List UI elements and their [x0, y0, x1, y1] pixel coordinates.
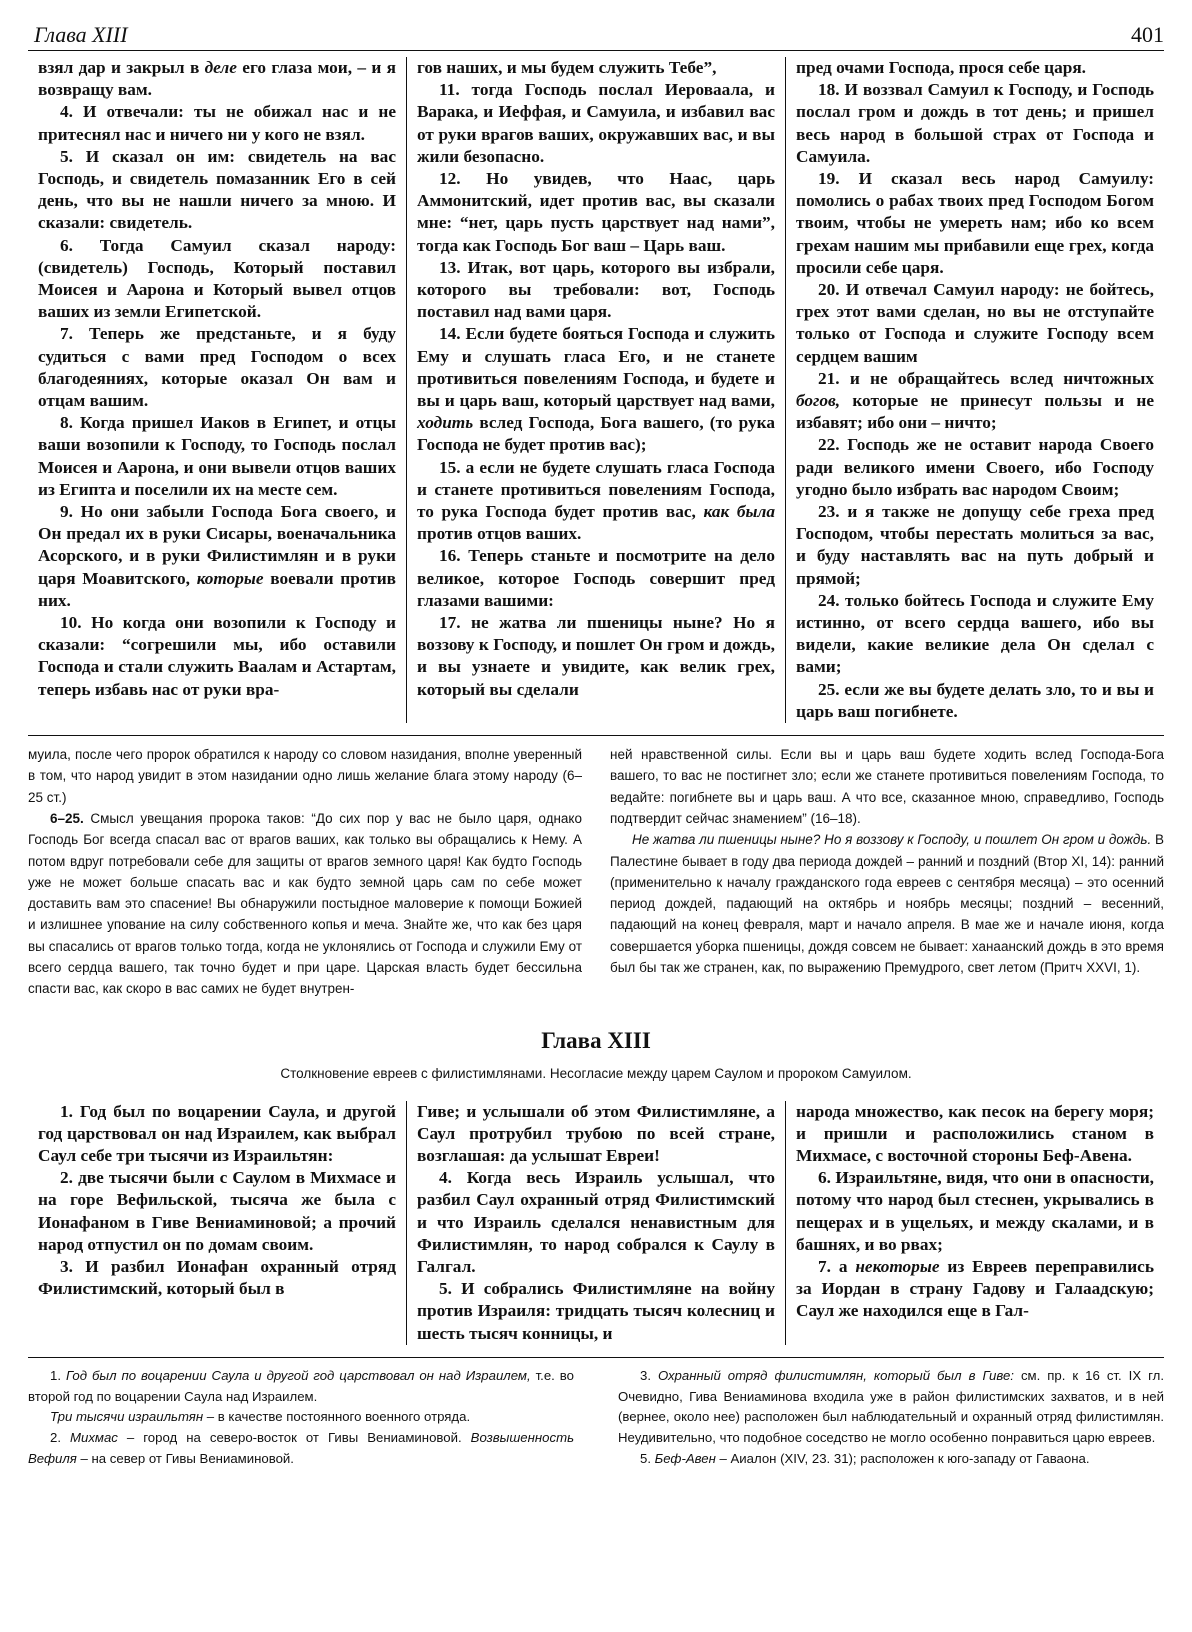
scripture-column-1	[28, 57, 406, 723]
commentary-paragraph: 6–25. Смысл увещания пророка таков: “До сих пор у вас не было царя, однако Господь Бог всегда спасал вас от врагов ваших, как только вы обращались к Нему. А потом вдруг потребовали себе для защиты от врагов земного царя! Как будто Господь уже не может больше спасать вас и как будто земной царь сам по себе может доставить вам это спасение! Вы обнаружили постыдное маловерие к помощи Божией и излишнее упование на силу собственного копья и меча. Знайте же, что как без царя вы спасались от врагов только тогда, когда не уклонялись от Господа и служили Ему от всего сердца вашего, так точно будет и при царе. Царская власть будет бессильна спасти вас, как скоро в вас самих не будет внутрен-	[28, 810, 582, 997]
verse-1: 1. Год был по воцарении Саула, и другой год царствовал он над Израилем, как выбрал Саул себе три тысячи из Израильтян:	[38, 1101, 396, 1166]
verse-paragraph: народа множество, как песок на берегу моря; и пришли и расположились станом в Михмасе, с восточной стороны Беф-Авена.	[796, 1101, 1154, 1166]
footnotes-column-2	[596, 1366, 1164, 1470]
verse-3: 3. И разбил Ионафан охранный отряд Филистимский, который был в	[38, 1257, 396, 1299]
verse-2: 2. две тысячи были с Саулом в Михмасе и на горе Вефильской, тысяча же была с Ионафаном в Гиве Вениаминовой; а прочий народ отпустил он по домам своим.	[38, 1168, 396, 1254]
footnote: 5. Беф-Авен – Аиалон (XIV, 23. 31); расположен к юго-западу от Гаваона.	[640, 1450, 1090, 1466]
verse-13: 13. Итак, вот царь, которого вы избрали, которого вы требовали: вот, Господь поставил над вами царя.	[417, 257, 775, 322]
verse-paragraph: пред очами Господа, прося себе царя.	[796, 58, 1086, 77]
verse-22: 22. Господь же не оставит народа Своего ради великого имени Своего, ибо Господу угодно было избрать вас народом Своим;	[796, 435, 1154, 499]
verse-6: 6. Тогда Самуил сказал народу: (свидетель) Господь, Который поставил Моисея и Аарона и Который вывел отцов ваших из земли Египетской.	[38, 235, 396, 322]
footnotes-block	[28, 1366, 1164, 1470]
verse-5: 5. И сказал он им: свидетель на вас Господь, и свидетель помазанник Его в сей день, что вы не нашли ничего за мною. И сказали: свидетель.	[38, 146, 396, 233]
scripture-column-2	[406, 1101, 785, 1345]
commentary-column-1	[28, 744, 596, 1000]
scripture-block-bottom	[28, 1101, 1164, 1345]
footnote: 2. Михмас – город на северо-восток от Гивы Вениаминовой. Возвышенность Вефиля – на север от Гивы Вениаминовой.	[28, 1430, 574, 1466]
book-page	[28, 22, 1164, 1469]
verse-18: 18. И воззвал Самуил к Господу, и Господь послал гром и дождь в тот день; и пришел весь народ в большой страх от Господа и Самуила.	[796, 80, 1154, 166]
commentary-paragraph: муила, после чего пророк обратился к народу со словом назидания, вполне уверенный в том, что народ увидит в этом назидании одно лишь желание блага этому народу (6–25 ст.)	[28, 747, 582, 805]
verse-21: 21. и не обращайтесь вслед ничтожных богов, которые не принесут пользы и не избавят; ибо они – ничто;	[796, 368, 1154, 433]
scripture-column-1	[28, 1101, 406, 1345]
verse-12: 12. Но увидев, что Наас, царь Аммонитский, идет против вас, вы сказали мне: “нет, царь пусть царствует над нами”, тогда как Господь Бог ваш – Царь ваш.	[417, 169, 775, 255]
verse-19: 19. И сказал весь народ Самуилу: помолись о рабах твоих пред Господом Богом твоим, чтобы не умереть нам; ибо ко всем грехам нашим мы прибавили еще грех, когда просили себе царя.	[796, 169, 1154, 277]
verse-9: 9. Но они забыли Господа Бога своего, и Он предал их в руки Сисары, военачальника Асорского, и в руки Филистимлян и в руки царя Моавитского, которые воевали против них.	[38, 502, 396, 610]
scripture-column-2	[406, 57, 785, 723]
verse-8: 8. Когда пришел Иаков в Египет, и отцы ваши возопили к Господу, то Господь послал Моисея и Аарона, и они вывели отцов ваших из Египта и поселили их на месте сем.	[38, 413, 396, 499]
verse-10: 10. Но когда они возопили к Господу и сказали: “согрешили мы, ибо оставили Господа и стали служить Ваалам и Астартам, теперь избавь нас от руки вра-	[38, 613, 396, 699]
chapter-summary: Столкновение евреев с филистимлянами. Несогласие между царем Саулом и пророком Самуилом.	[280, 1065, 912, 1081]
verse-6: 6. Израильтяне, видя, что они в опасности, потому что народ был стеснен, укрывались в пещерах и в ущельях, и между скалами, и в башнях, и во рвах;	[796, 1168, 1154, 1254]
verse-24: 24. только бойтесь Господа и служите Ему истинно, от всего сердца вашего, ибо вы видели, какие великие дела Он сделал с вами;	[796, 590, 1154, 677]
verse-11: 11. тогда Господь послал Иероваала, и Варака, и Иеффая, и Самуила, и избавил вас от руки врагов ваших, окружавших вас, и вы жили безопасно.	[417, 80, 775, 166]
verse-5: 5. И собрались Филистимляне на войну против Израиля: тридцать тысяч колесниц и шесть тысяч конницы, и	[417, 1279, 775, 1343]
verse-paragraph: гов наших, и мы будем служить Тебе”,	[417, 58, 717, 77]
commentary-paragraph: ней нравственной силы. Если вы и царь ваш будете ходить вслед Господа-Бога вашего, то вас не постигнет зло; если же станете противиться повелениям Господа, то ведайте: погибнете вы и царь ваш. А что все, сказанное мною, справедливо, Господь подтвердит сейчас знамением” (16–18).	[610, 747, 1164, 826]
footnote: Три тысячи израильтян – в качестве постоянного военного отряда.	[50, 1409, 471, 1425]
footnote: 3. Охранный отряд филистимлян, который был в Гиве: см. пр. к 16 ст. IX гл. Очевидно, Гива Вениаминова входила уже в район филистимских захватов, и в ней (вернее, около нее) расположен был наблюдательный и охранный отряд филистимлян. Неудивительно, что подобное соседство не могло особенно понравиться царю евреев.	[618, 1367, 1164, 1445]
commentary-block	[28, 744, 1164, 1000]
running-header	[28, 22, 1164, 50]
verse-25: 25. если же вы будете делать зло, то и вы и царь ваш погибнете.	[796, 679, 1154, 721]
verse-14: 14. Если будете бояться Господа и служить Ему и слушать гласа Его, и не станете противиться повелениям Господа, и будете и вы и царь ваш, который царствует над вами, ходить вслед Господа, Бога вашего, (то рука Господа не будет против вас);	[417, 324, 775, 455]
running-header-chapter: Глава XIII	[34, 22, 128, 47]
verse-paragraph: взял дар и закрыл в деле его глаза мои, – и я возвращу вам.	[38, 58, 396, 100]
scripture-column-3	[785, 1101, 1164, 1345]
commentary-rule	[28, 735, 1164, 736]
footnotes-rule	[28, 1357, 1164, 1358]
scripture-column-3	[785, 57, 1164, 723]
footnote: 1. Год был по воцарении Саула и другой год царствовал он над Израилем, т.е. во второй год по воцарении Саула над Израилем.	[28, 1367, 574, 1404]
chapter-title: Глава XIII	[541, 1027, 651, 1053]
page-number: 401	[1131, 22, 1164, 47]
verse-17: 17. не жатва ли пшеницы ныне? Но я воззову к Господу, и пошлет Он гром и дождь, и вы узнаете и увидите, как велик грех, который вы сделали	[417, 613, 775, 699]
footnotes-column-1	[28, 1366, 596, 1470]
header-rule	[28, 50, 1164, 51]
commentary-column-2	[596, 744, 1164, 1000]
scripture-block-top	[28, 57, 1164, 723]
verse-23: 23. и я также не допущу себе греха пред Господом, чтобы перестать молиться за вас, и буду наставлять вас на путь добрый и прямой;	[796, 502, 1154, 588]
verse-paragraph: Гиве; и услышали об этом Филистимляне, а Саул протрубил трубою по всей стране, возглашая: да услышат Евреи!	[417, 1101, 775, 1166]
verse-7: 7. а некоторые из Евреев переправились за Иордан в страну Гадову и Галаадскую; Саул же находился еще в Гал-	[796, 1257, 1154, 1321]
verse-16: 16. Теперь станьте и посмотрите на дело великое, которое Господь совершит пред глазами вашими:	[417, 546, 775, 610]
verse-7: 7. Теперь же предстаньте, и я буду судиться с вами пред Господом о всех благодеяниях, которые оказал Он вам и отцам вашим.	[38, 324, 396, 411]
verse-4: 4. Когда весь Израиль услышал, что разбил Саул охранный отряд Филистимский и что Израиль сделался ненавистным для Филистимлян, то народ собрался к Саулу в Галгал.	[417, 1168, 775, 1277]
verse-20: 20. И отвечал Самуил народу: не бойтесь, грех этот вами сделан, но вы не отступайте только от Господа и служите Господу всем сердцем вашим	[796, 280, 1154, 366]
commentary-paragraph: Не жатва ли пшеницы ныне? Но я воззову к Господу, и пошлет Он гром и дождь. В Палестине бывает в году два периода дождей – ранний и поздний (Втор XI, 14): ранний (применительно к началу гражданского года евреев с сентября месяца) – это осенний период дождей, падающий на октябрь и ноябрь месяцы; поздний – весенний, падающий на конец февраля, март и начало апреля. В мае же и начале июня, когда совершается уборка пшеницы, дождя совсем не бывает: ханаанский дождь в это время был бы так же странен, как, по выражению Премудрого, свет летом (Притч XXVI, 1).	[610, 832, 1164, 976]
verse-15: 15. а если не будете слушать гласа Господа и станете противиться повелениям Господа, то рука Господа будет против вас, как была против отцов ваших.	[417, 457, 776, 544]
verse-4: 4. И отвечали: ты не обижал нас и не притеснял нас и ничего ни у кого не взял.	[38, 102, 396, 144]
